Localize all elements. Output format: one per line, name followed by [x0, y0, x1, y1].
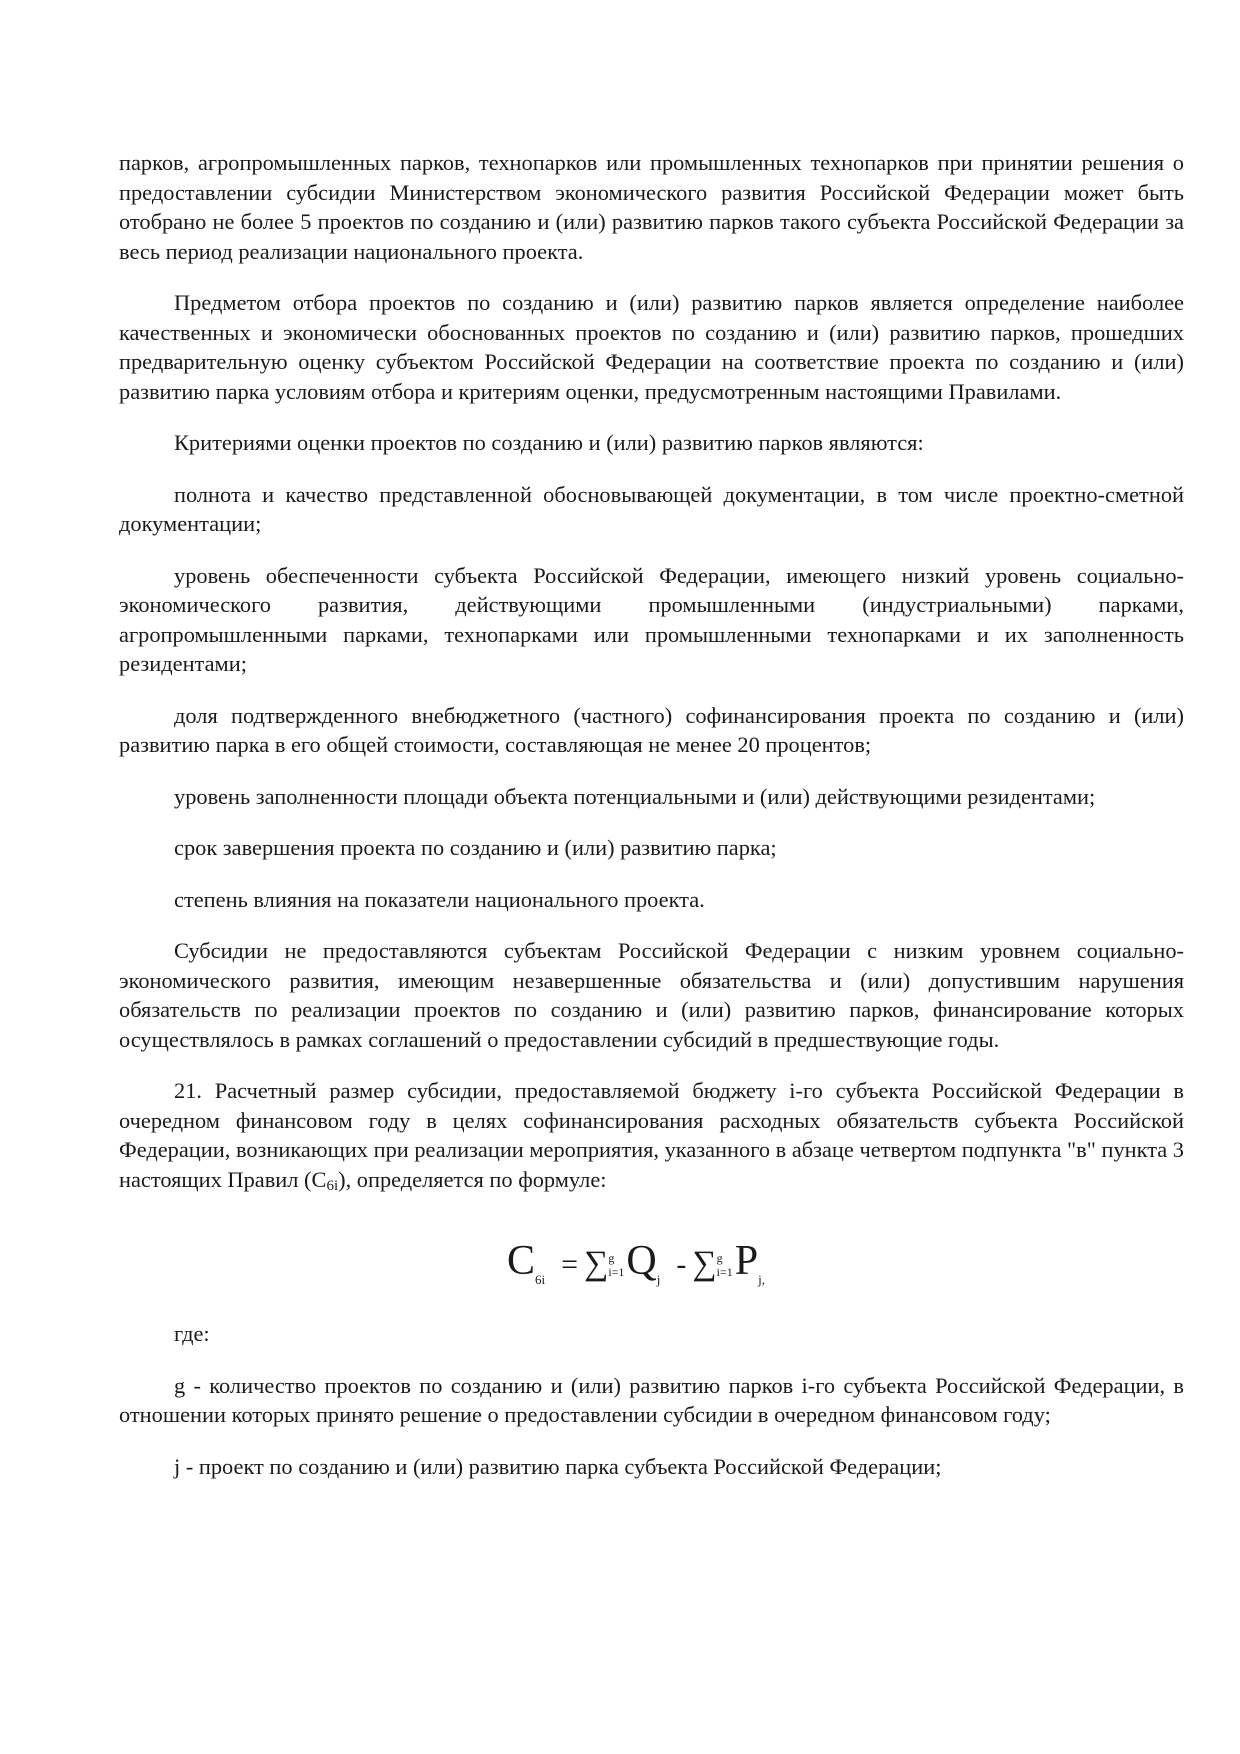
paragraph-continuation: парков, агропромышленных парков, технопарков или промышленных технопарков при принятии решения о предоставлении субсидии Министерством экономического развития Российской Федерации может быть отобрано не более 5 проектов по созданию и (или) развитию парков такого субъекта Российской Федерации за весь период реализации национального проекта. [119, 150, 1184, 264]
formula-sum-2 [692, 1234, 716, 1294]
paragraph-21-tail: ), определяется по формуле: [338, 1166, 607, 1192]
formula-expression [507, 1231, 765, 1310]
where-label: где: [174, 1321, 210, 1346]
formula-lhs-sub: 6i [535, 1272, 546, 1287]
criterion-completion-term: срок завершения проекта по созданию и (или) развитию парка; [174, 835, 777, 860]
sum-2-upper: g [716, 1250, 723, 1265]
paragraph-criteria-intro: Критериями оценки проектов по созданию и (или) развитию парков являются: [174, 430, 924, 455]
paragraph-subsidy-restriction: Субсидии не предоставляются субъектам Российской Федерации с низким уровнем социально-экономического развития, имеющим незавершенные обязательства и (или) допустившим нарушения обязательств по реализации проектов по созданию и (или) развитию парков, финансирование которых осуществлялось в рамках соглашений о предоставлении субсидий в предшествующие годы. [119, 938, 1184, 1052]
document-body [119, 148, 1184, 1503]
criterion-documentation: полнота и качество представленной обосновывающей документации, в том числе проектно-сметной документации; [119, 481, 1184, 536]
formula-sum-1 [584, 1234, 608, 1294]
formula-q: Q [626, 1238, 657, 1284]
paragraph-selection-subject: Предметом отбора проектов по созданию и (или) развитию парков является определение наиболее качественных и экономически обоснованных проектов по созданию и (или) развитию парков, прошедших предварительную оценку субъектом Российской Федерации на соответствие проекта по созданию и (или) развитию парка условиям отбора и критериям оценки, предусмотренным настоящими Правилами. [119, 290, 1184, 404]
sum-symbol-2: ∑ [692, 1245, 717, 1282]
definition-g: g - количество проектов по созданию и (или) развитию парков i-го субъекта Российской Федерации, в отношении которых принято решение о предоставлении субсидии в очередном финансовом году; [119, 1372, 1184, 1427]
paragraph-21-text: 21. Расчетный размер субсидии, предоставляемой бюджету i-го субъекта Российской Федерации в очередном финансовом году в целях софинансирования расходных обязательств субъекта Российской Федерации, возникающих при реализации мероприятия, указанного в абзаце четвертом подпункта "в" пункта 3 настоящих Правил (C [119, 1078, 1184, 1192]
criterion-cofinancing: доля подтвержденного внебюджетного (частного) софинансирования проекта по созданию и (или) развитию парка в его общей стоимости, составляющая не менее 20 процентов; [119, 702, 1184, 757]
formula-sum-2-limits [717, 1251, 733, 1279]
formula-p-sub: j [758, 1272, 762, 1287]
formula-p: P [734, 1238, 759, 1284]
sum-symbol-1: ∑ [584, 1245, 609, 1282]
subsidy-formula [119, 1223, 1184, 1313]
criterion-provision-level: уровень обеспеченности субъекта Российской Федерации, имеющего низкий уровень социально-экономического развития, действующими промышленными (индустриальными) парками, агропромышленными парками, технопарками или промышленными технопарками и их заполненность резидентами; [119, 562, 1184, 676]
formula-tail: , [761, 1272, 765, 1287]
sum-2-lower: i=1 [716, 1264, 733, 1279]
paragraph-21 [119, 1076, 1184, 1201]
paragraph-21-subscript: 6i [326, 1177, 339, 1194]
criterion-national-project-impact: степень влияния на показатели национального проекта. [174, 886, 705, 912]
criterion-occupancy: уровень заполненности площади объекта потенциальными и (или) действующими резидентами; [174, 783, 1096, 809]
formula-sum-1-limits [608, 1251, 624, 1279]
formula-lhs: C [507, 1238, 536, 1284]
definition-j: j - проект по созданию и (или) развитию парка субъекта Российской Федерации; [174, 1453, 942, 1479]
sum-1-lower: i=1 [608, 1264, 625, 1279]
formula-minus: - [676, 1248, 687, 1281]
sum-1-upper: g [608, 1250, 615, 1265]
formula-q-sub: j [656, 1272, 661, 1287]
formula-equals: = [561, 1248, 579, 1281]
